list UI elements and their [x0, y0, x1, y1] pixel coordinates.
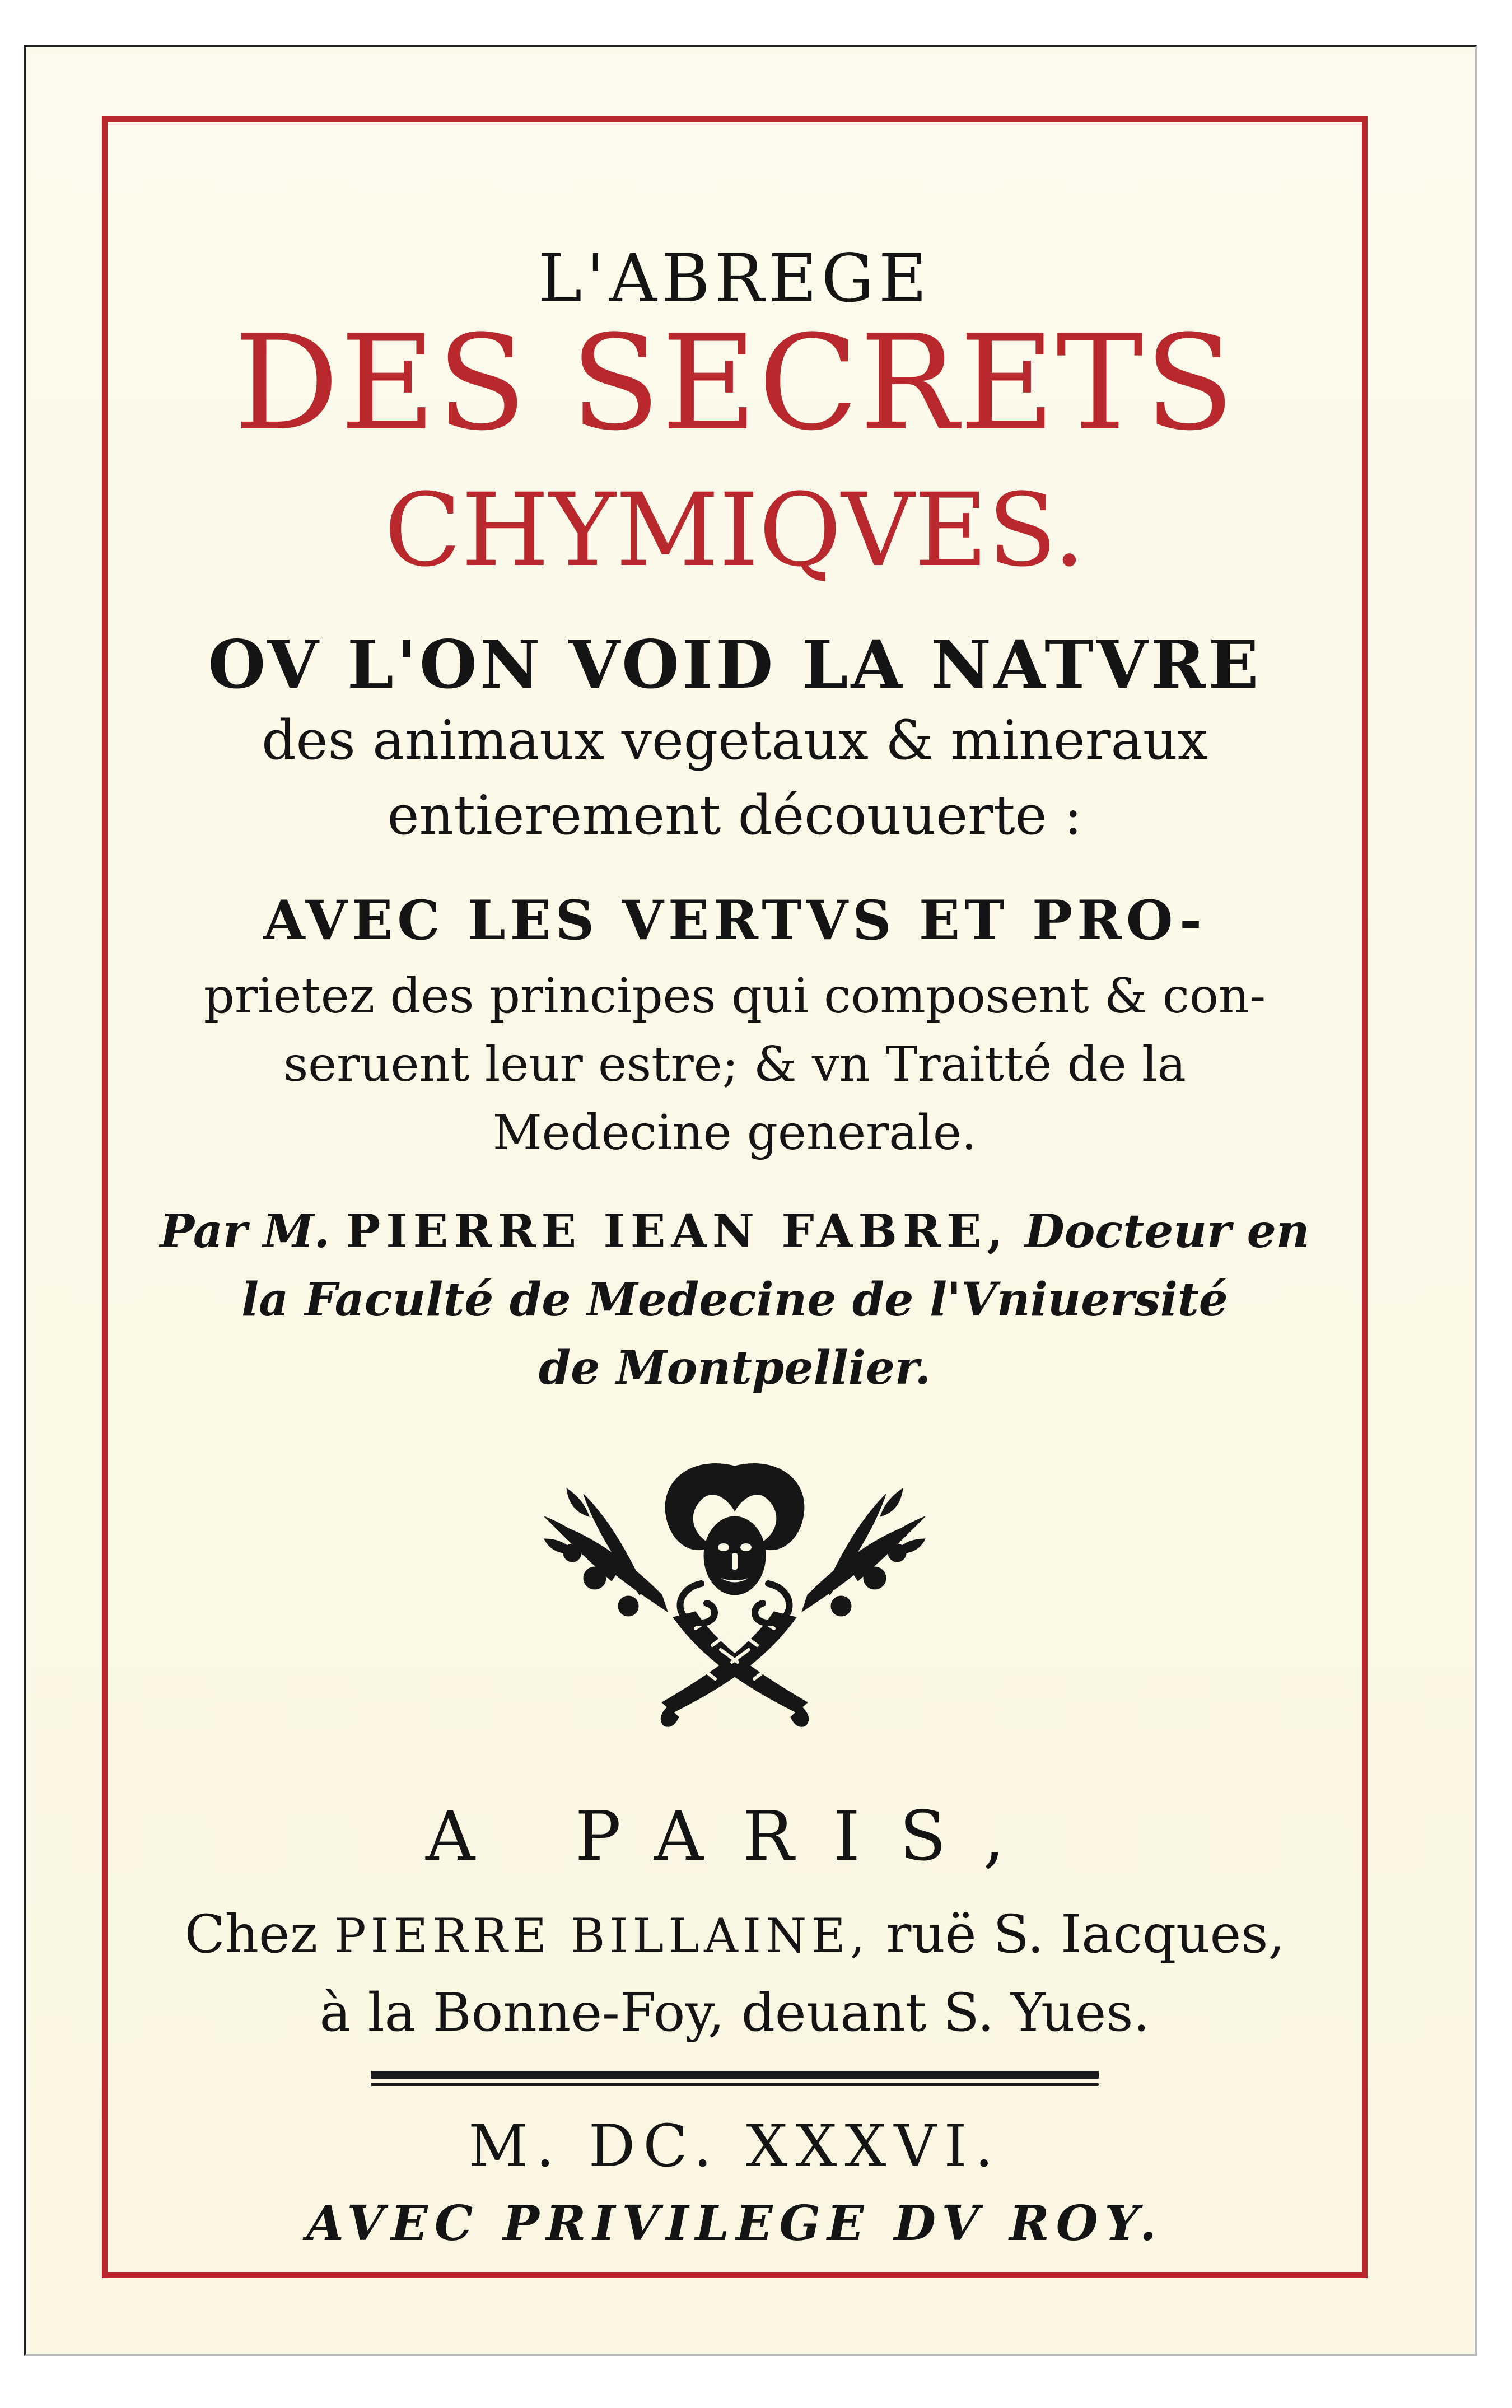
- description-line-3: seruent leur estre; & vn Traitté de la: [283, 1037, 1186, 1093]
- title-line-abrege: L'ABREGE: [538, 240, 932, 317]
- description-line-4: Medecine generale.: [492, 1105, 977, 1161]
- title-page: [108, 122, 1362, 2272]
- description-line-2: prietez des principes qui composent & con-: [203, 968, 1266, 1024]
- imprint-city: A PARIS,: [426, 1796, 1044, 1876]
- subtitle-line-2: des animaux vegetaux & mineraux: [262, 709, 1208, 772]
- publication-date: M. DC. XXXVI.: [468, 2112, 1001, 2180]
- title-line-secrets: DES SECRETS: [234, 307, 1236, 460]
- author-line-3: de Montpellier.: [538, 1341, 931, 1395]
- imprint-printer-line: [108, 1904, 1362, 1965]
- description-line-1: AVEC LES VERTVS ET PRO-: [263, 889, 1206, 952]
- imprint-rule-thin: [371, 2083, 1099, 2086]
- author-line-2: la Faculté de Medecine de l'Vniuersité: [241, 1273, 1228, 1327]
- subtitle-line-3: entierement découuerte :: [387, 784, 1082, 847]
- imprint-printer: PIERRE BILLAINE,: [334, 1908, 870, 1963]
- author-role: Docteur en: [1024, 1205, 1310, 1258]
- woodcut-mask-cornucopia-icon: [533, 1444, 936, 1735]
- imprint-street: ruë S. Iacques,: [886, 1904, 1285, 1965]
- imprint-rule-thick: [371, 2071, 1099, 2079]
- subtitle-line-1: OV L'ON VOID LA NATVRE: [208, 626, 1262, 703]
- privilege-line: AVEC PRIVILEGE DV ROY.: [306, 2195, 1163, 2252]
- author-par: Par M.: [160, 1205, 330, 1258]
- imprint-chez: Chez: [184, 1904, 318, 1965]
- author-name: PIERRE IEAN FABRE,: [346, 1205, 1009, 1258]
- author-line-1: [108, 1205, 1362, 1258]
- title-line-chymiqves: CHYMIQVES.: [384, 472, 1085, 589]
- imprint-address-line: à la Bonne-Foy, deuant S. Yues.: [319, 1982, 1150, 2043]
